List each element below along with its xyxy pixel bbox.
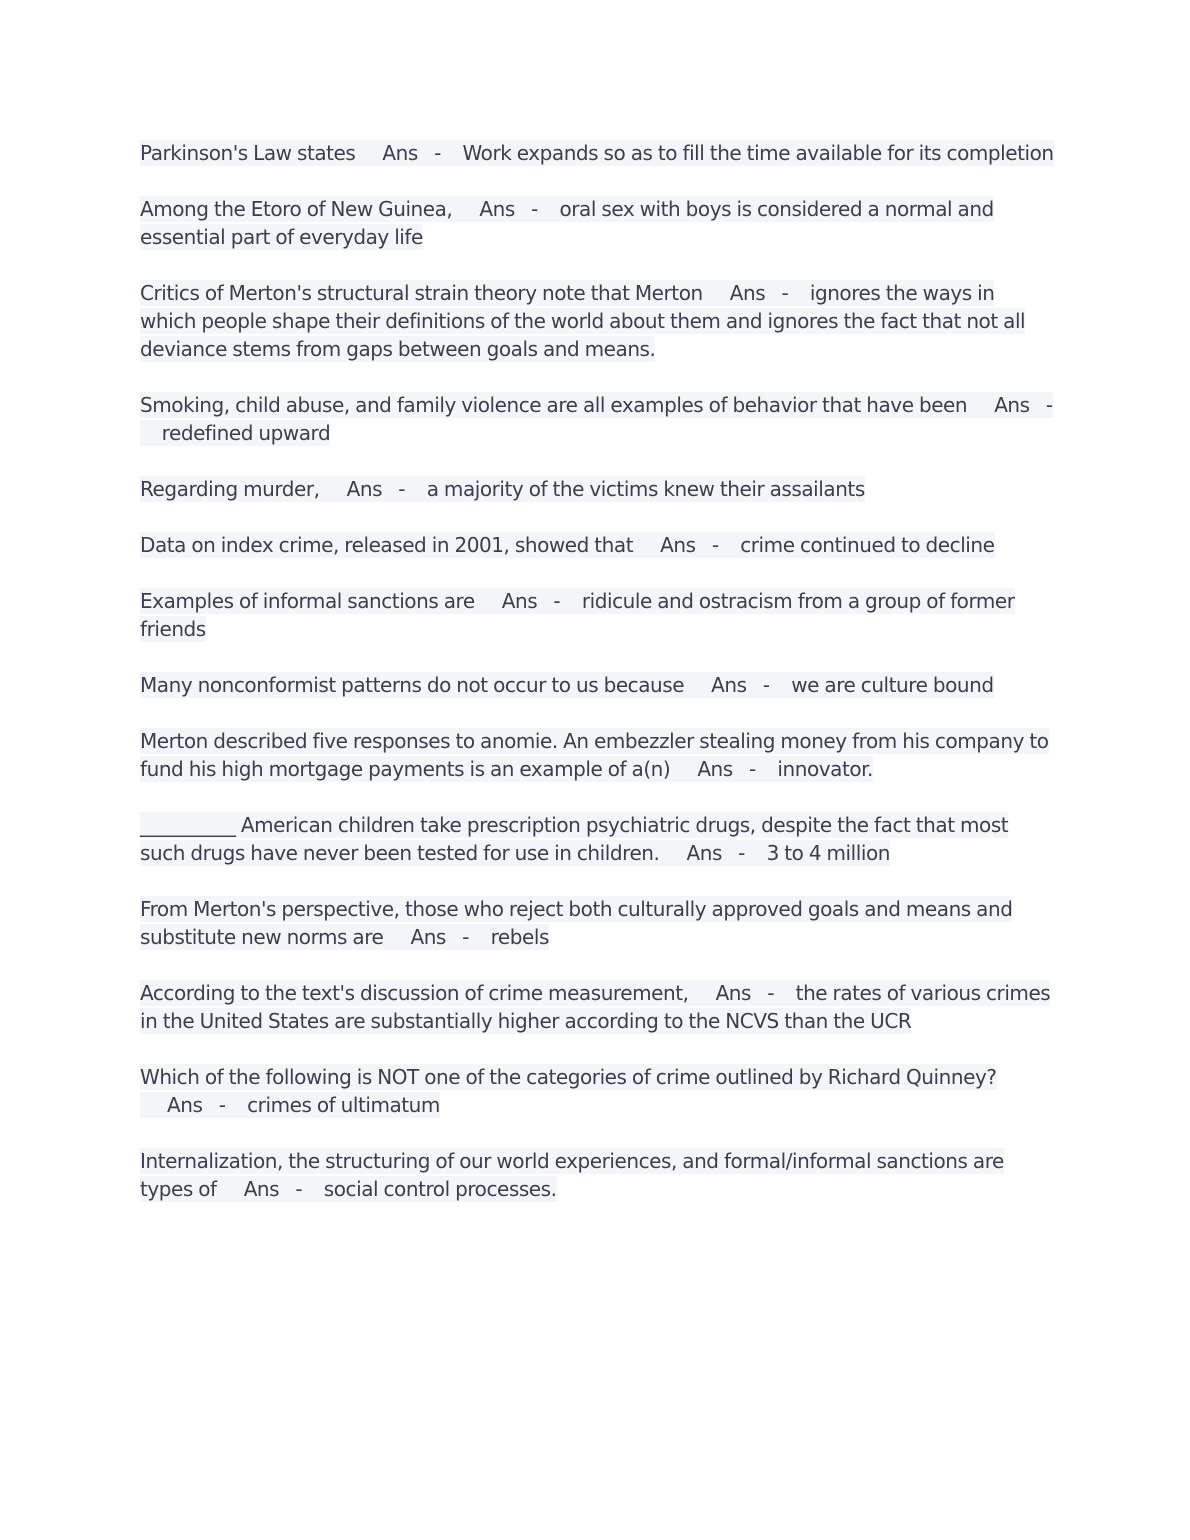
qa-item-1: [140, 139, 1055, 167]
question-text: Data on index crime, released in 2001, showed that: [140, 533, 634, 557]
ans-label: Ans: [686, 841, 722, 865]
ans-dash: -: [462, 925, 469, 949]
question-text: Smoking, child abuse, and family violence are all examples of behavior that have been: [140, 393, 968, 417]
qa-item-13: [140, 1063, 1055, 1119]
ans-dash: -: [738, 841, 745, 865]
qa-item-10: [140, 811, 1055, 867]
ans-label: Ans: [994, 393, 1030, 417]
ans-dash: -: [531, 197, 538, 221]
qa-item-5: [140, 475, 1055, 503]
answer-text: crimes of ultimatum: [247, 1093, 440, 1117]
answer-text: rebels: [490, 925, 549, 949]
question-text: Critics of Merton's structural strain theory note that Merton: [140, 281, 703, 305]
answer-text: innovator.: [777, 757, 873, 781]
ans-dash: -: [711, 533, 719, 557]
question-text: Internalization, the structuring of our world experiences, and formal/informal sanctions are types of: [140, 1149, 1004, 1201]
ans-dash: -: [762, 673, 770, 697]
ans-dash: -: [295, 1177, 303, 1201]
question-text: Parkinson's Law states: [140, 141, 356, 165]
ans-label: Ans: [479, 197, 515, 221]
ans-dash: -: [553, 589, 561, 613]
ans-label: Ans: [697, 757, 733, 781]
ans-label: Ans: [501, 589, 538, 613]
answer-text: the rates of various crimes in the United States are substantially higher according to the NCVS than the UCR: [140, 981, 1051, 1033]
ans-dash: -: [781, 281, 789, 305]
qa-item-2: [140, 195, 1055, 251]
ans-label: Ans: [711, 673, 747, 697]
answer-text: 3 to 4 million: [766, 841, 890, 865]
ans-dash: -: [398, 477, 406, 501]
ans-label: Ans: [243, 1177, 280, 1201]
ans-label: Ans: [410, 925, 446, 949]
question-text: Many nonconformist patterns do not occur to us because: [140, 673, 685, 697]
question-text: Among the Etoro of New Guinea,: [140, 197, 453, 221]
ans-label: Ans: [346, 477, 383, 501]
ans-label: Ans: [167, 1093, 203, 1117]
qa-item-3: [140, 279, 1055, 363]
qa-item-11: [140, 895, 1055, 951]
answer-text: ridicule and ostracism from a group of former friends: [140, 589, 1015, 641]
qa-item-6: [140, 531, 1055, 559]
ans-dash: -: [434, 141, 441, 165]
question-text: Merton described five responses to anomie. An embezzler stealing money from his company to fund his high mortgage payments is an example of a(n): [140, 729, 1049, 781]
ans-dash: -: [767, 981, 775, 1005]
ans-label: Ans: [729, 281, 766, 305]
answer-text: we are culture bound: [791, 673, 994, 697]
qa-item-9: [140, 727, 1055, 783]
answer-text: crime continued to decline: [740, 533, 995, 557]
answer-text: Work expands so as to fill the time available for its completion: [462, 141, 1054, 165]
qa-item-8: [140, 671, 1055, 699]
ans-label: Ans: [382, 141, 418, 165]
answer-text: social control processes.: [323, 1177, 557, 1201]
question-text: From Merton's perspective, those who reject both culturally approved goals and means and substitute new norms are: [140, 897, 1013, 949]
answer-text: redefined upward: [161, 421, 331, 445]
question-text: Examples of informal sanctions are: [140, 589, 475, 613]
question-text: Regarding murder,: [140, 477, 320, 501]
question-text: According to the text's discussion of crime measurement,: [140, 981, 689, 1005]
answer-text: ignores the ways in which people shape their definitions of the world about them and ignores the fact that not all deviance stems from gaps between goals and means.: [140, 281, 1026, 361]
ans-label: Ans: [715, 981, 752, 1005]
ans-dash: -: [1045, 393, 1053, 417]
qa-item-14: [140, 1147, 1055, 1203]
ans-dash: -: [218, 1093, 226, 1117]
document-page: [140, 139, 1055, 1231]
question-text: __________ American children take prescription psychiatric drugs, despite the fact that most such drugs have never been tested for use in children.: [140, 813, 1009, 865]
qa-item-7: [140, 587, 1055, 643]
question-text: Which of the following is NOT one of the categories of crime outlined by Richard Quinney?: [140, 1065, 997, 1089]
answer-text: a majority of the victims knew their assailants: [426, 477, 865, 501]
qa-item-12: [140, 979, 1055, 1035]
answer-text: oral sex with boys is considered a normal and essential part of everyday life: [140, 197, 994, 249]
ans-label: Ans: [660, 533, 696, 557]
qa-item-4: [140, 391, 1055, 447]
ans-dash: -: [748, 757, 756, 781]
